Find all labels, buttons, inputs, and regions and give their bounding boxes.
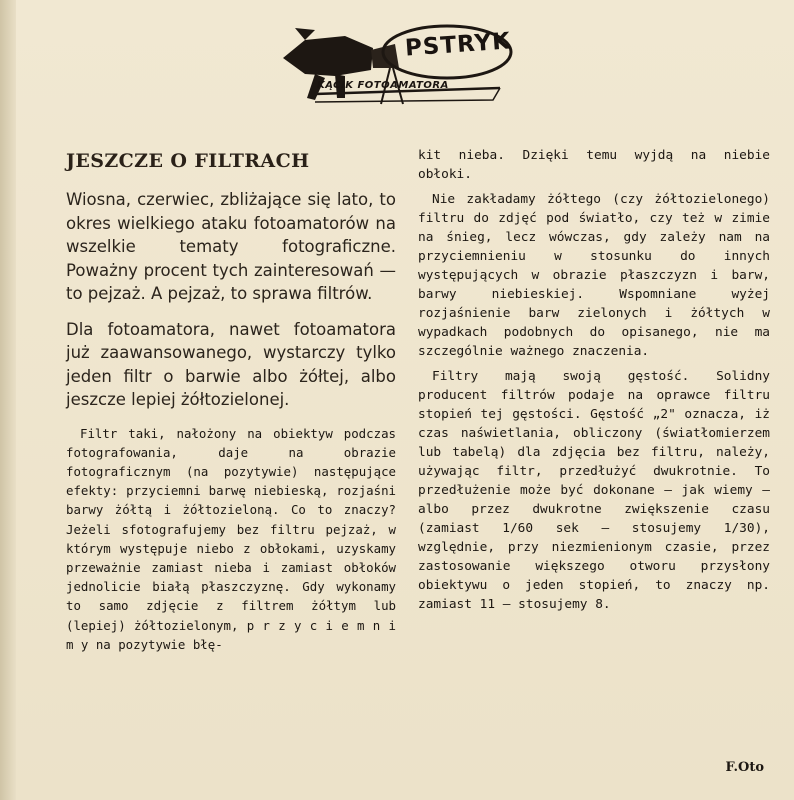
body-paragraph-left: Filtr taki, nałożony na obiektyw podczas fotografowania, daje na obrazie fotograficznym (na pozytywie) następujące efekty: przyciemni barwę niebieską, rozjaśni barwy żółtą i żółtozieloną. Co to znaczy? Jeżeli sfotografujemy bez filtru pejzaż, w którym występuje niebo z obłokami, uzyskamy przeważnie zamiast nieba i zamiast obłoków jednolicie białą płaszczyznę. Gdy wykonamy to samo zdjęcie z filtrem żółtym lub (lepiej) żółtozielonym, p r z y c i e m n i m y na pozytywie błę-: [66, 425, 396, 652]
lead-paragraph-2: Dla fotoamatora, nawet fotoamatora już zaawansowanego, wystarczy tylko jeden filtr o barwie albo żółtej, albo jeszcze lepiej żółtozielonej.: [66, 319, 396, 409]
logo-caption: KĄCIK FOTOAMATORA: [317, 80, 449, 91]
body-paragraph-continuation: kit nieba. Dzięki temu wyjdą na niebie obłoki.: [418, 148, 770, 182]
right-column: [418, 146, 770, 614]
column-header-logo: [275, 18, 515, 108]
author-signature: F.Oto: [725, 760, 764, 775]
logo-word: PSTRYK: [404, 28, 512, 62]
lead-paragraph-1: Wiosna, czerwiec, zbliżające się lato, to okres wielkiego ataku fotoamatorów na wszelkie tematy fotograficzne. Poważny procent tych zainteresowań — to pejzaż. A pejzaż, to sprawa filtrów.: [66, 190, 396, 303]
page-edge: [0, 0, 16, 800]
body-paragraph-filter-density: Filtry mają swoją gęstość. Solidny producent filtrów podaje na oprawce filtru stopień tej gęstości. Gęstość „2" oznacza, iż czas naświetlania, obliczony (światłomierzem lub tabelą) dla zdjęcia bez filtru, należy, używając filtr, przedłużyć dwukrotnie. To przedłużenie może być dokonane — jak wiemy — albo przez dwukrotne zwiększenie czasu (zamiast 1/60 sek — stosujemy 1/30), względnie, przy niezmienionym czasie, przez zastosowanie większego otworu przysłony obiektywu o jeden stopień, to znaczy np. zamiast 11 — stosujemy 8.: [418, 369, 770, 612]
article-title: JESZCZE O FILTRACH: [66, 150, 310, 172]
body-paragraph-filter-use: Nie zakładamy żółtego (czy żółtozielonego) filtru do zdjęć pod światło, czy też w zimie na śnieg, lecz wówczas, gdy zależy nam na przyciemnieniu w stosunku do innych występujących w obrazie płaszczyzn i barw, barwy niebieskiej. Wspomniane wyżej rozjaśnienie barw zielonych i żółtych w wypadkach podobnych do opisanego, nie ma szczególnie ważnego znaczenia.: [418, 192, 770, 359]
left-column: [66, 150, 396, 654]
